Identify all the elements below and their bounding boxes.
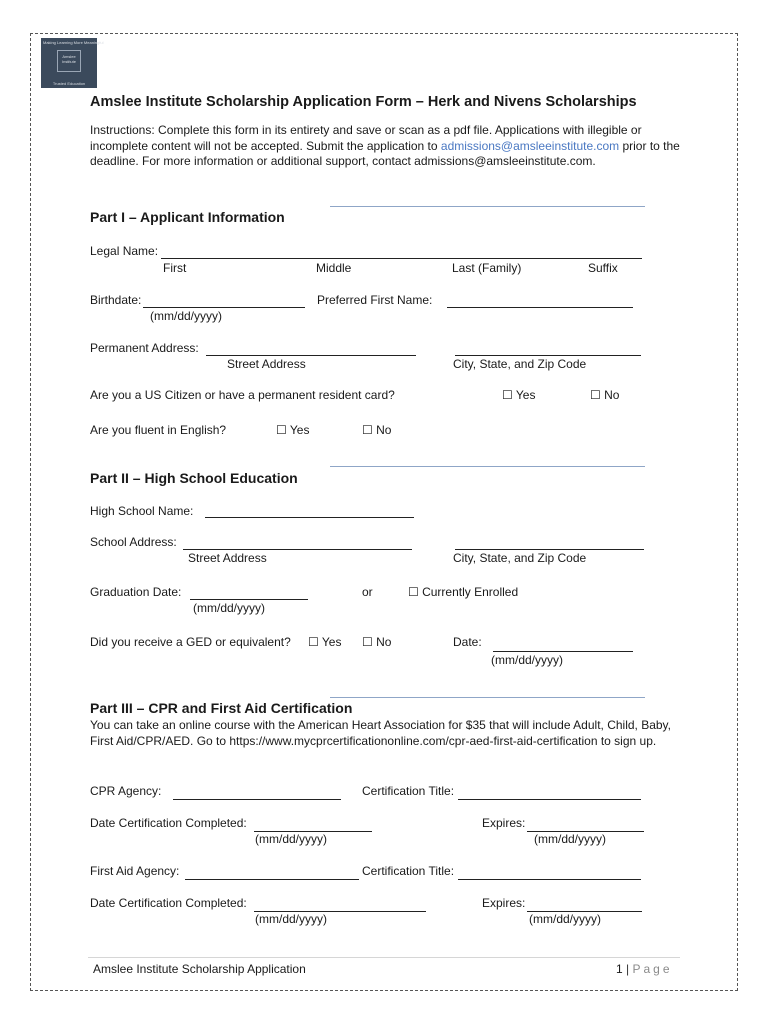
first-aid-agency-field[interactable] bbox=[185, 879, 359, 880]
cpr-cert-title-label: Certification Title: bbox=[362, 784, 455, 798]
city-state-zip-field[interactable] bbox=[455, 355, 641, 356]
first-aid-expires-format: (mm/dd/yyyy) bbox=[529, 912, 601, 926]
page-separator: | bbox=[626, 962, 630, 976]
first-aid-date-completed-label: Date Certification Completed: bbox=[90, 896, 247, 910]
suffix-caption: Suffix bbox=[588, 261, 618, 275]
cpr-date-format: (mm/dd/yyyy) bbox=[255, 832, 327, 846]
part2-heading: Part II – High School Education bbox=[90, 470, 298, 486]
street-address-field[interactable] bbox=[206, 355, 416, 356]
street-caption: Street Address bbox=[227, 357, 306, 371]
logo-bottom-text: Trusted Education bbox=[52, 81, 86, 86]
english-question: Are you fluent in English? bbox=[90, 423, 227, 437]
ged-date-format: (mm/dd/yyyy) bbox=[491, 653, 563, 667]
english-yes-checkbox[interactable]: ☐ Yes bbox=[276, 423, 310, 437]
amslee-logo bbox=[41, 38, 104, 88]
cpr-expires-label: Expires: bbox=[482, 816, 526, 830]
cpr-agency-label: CPR Agency: bbox=[90, 784, 162, 798]
page-indicator bbox=[616, 962, 673, 976]
graduation-date-label: Graduation Date: bbox=[90, 585, 182, 599]
part1-heading: Part I – Applicant Information bbox=[90, 209, 285, 225]
legal-name-label: Legal Name: bbox=[90, 244, 159, 258]
footer-divider bbox=[88, 957, 680, 958]
or-text: or bbox=[362, 585, 373, 599]
instructions bbox=[90, 123, 690, 170]
birthdate-format: (mm/dd/yyyy) bbox=[150, 309, 222, 323]
logo-emblem bbox=[57, 50, 81, 72]
ged-date-field[interactable] bbox=[493, 651, 633, 652]
page-number: 1 bbox=[616, 962, 623, 976]
birthdate-field[interactable] bbox=[143, 307, 305, 308]
section-rule-2 bbox=[330, 466, 645, 467]
graduation-date-format: (mm/dd/yyyy) bbox=[193, 601, 265, 615]
instructions-text-2: prior to the deadline. For more information or additional support, contact admissions@amsleeinstitute.com. bbox=[90, 138, 680, 168]
form-title: Amslee Institute Scholarship Application Form – Herk and Nivens Scholarships bbox=[90, 94, 637, 110]
citizen-yes-checkbox[interactable]: ☐ Yes bbox=[502, 388, 536, 402]
high-school-name-field[interactable] bbox=[205, 517, 414, 518]
logo-name-line2: Institute bbox=[61, 59, 76, 64]
ged-date-label: Date: bbox=[453, 635, 482, 649]
part3-description: You can take an online course with the American Heart Association for $35 that will include Adult, Child, Baby, First Aid/CPR/AED. Go to https://www.mycprcertificationonline.com/cpr-aed-first-aid-certification to sign up. bbox=[90, 718, 672, 748]
section-rule-1 bbox=[330, 206, 645, 207]
school-city-caption: City, State, and Zip Code bbox=[453, 551, 587, 565]
middle-name-caption: Middle bbox=[316, 261, 352, 275]
graduation-date-field[interactable] bbox=[190, 599, 308, 600]
school-street-field[interactable] bbox=[183, 549, 412, 550]
birthdate-label: Birthdate: bbox=[90, 293, 142, 307]
citizen-no-checkbox[interactable]: ☐ No bbox=[590, 388, 620, 402]
cpr-cert-title-field[interactable] bbox=[458, 799, 641, 800]
preferred-name-field[interactable] bbox=[447, 307, 633, 308]
cpr-agency-field[interactable] bbox=[173, 799, 341, 800]
legal-name-field[interactable] bbox=[161, 258, 642, 259]
first-aid-expires-label: Expires: bbox=[482, 896, 526, 910]
logo-tagline: Making Learning More Meaningful bbox=[43, 40, 104, 45]
cpr-expires-format: (mm/dd/yyyy) bbox=[534, 832, 606, 846]
first-name-caption: First bbox=[163, 261, 187, 275]
first-aid-cert-title-field[interactable] bbox=[458, 879, 641, 880]
high-school-name-label: High School Name: bbox=[90, 504, 194, 518]
permanent-address-label: Permanent Address: bbox=[90, 341, 199, 355]
instructions-text-1: Instructions: Complete this form in its entirety and save or scan as a pdf file. Applications with illegible or incomplete content will not be accepted. Submit the application to bbox=[90, 123, 642, 153]
ged-question: Did you receive a GED or equivalent? bbox=[90, 635, 291, 649]
footer-text: Amslee Institute Scholarship Application bbox=[93, 962, 306, 976]
school-city-field[interactable] bbox=[455, 549, 644, 550]
admissions-email-link[interactable]: admissions@amsleeinstitute.com bbox=[440, 138, 620, 153]
first-aid-cert-title-label: Certification Title: bbox=[362, 864, 455, 878]
cpr-date-completed-label: Date Certification Completed: bbox=[90, 816, 247, 830]
logo-name-line1: Amslee bbox=[62, 54, 76, 59]
school-street-caption: Street Address bbox=[188, 551, 267, 565]
section-rule-3 bbox=[330, 697, 645, 698]
first-aid-date-format: (mm/dd/yyyy) bbox=[255, 912, 327, 926]
city-caption: City, State, and Zip Code bbox=[453, 357, 587, 371]
page-word: Page bbox=[632, 962, 673, 976]
school-address-label: School Address: bbox=[90, 535, 177, 549]
ged-yes-checkbox[interactable]: ☐ Yes bbox=[308, 635, 342, 649]
english-no-checkbox[interactable]: ☐ No bbox=[362, 423, 392, 437]
preferred-name-label: Preferred First Name: bbox=[317, 293, 433, 307]
citizen-question: Are you a US Citizen or have a permanent resident card? bbox=[90, 388, 395, 402]
first-aid-agency-label: First Aid Agency: bbox=[90, 864, 180, 878]
last-name-caption: Last (Family) bbox=[452, 261, 522, 275]
currently-enrolled-checkbox[interactable]: ☐ Currently Enrolled bbox=[408, 585, 519, 599]
ged-no-checkbox[interactable]: ☐ No bbox=[362, 635, 392, 649]
part3-heading: Part III – CPR and First Aid Certification bbox=[90, 700, 353, 716]
